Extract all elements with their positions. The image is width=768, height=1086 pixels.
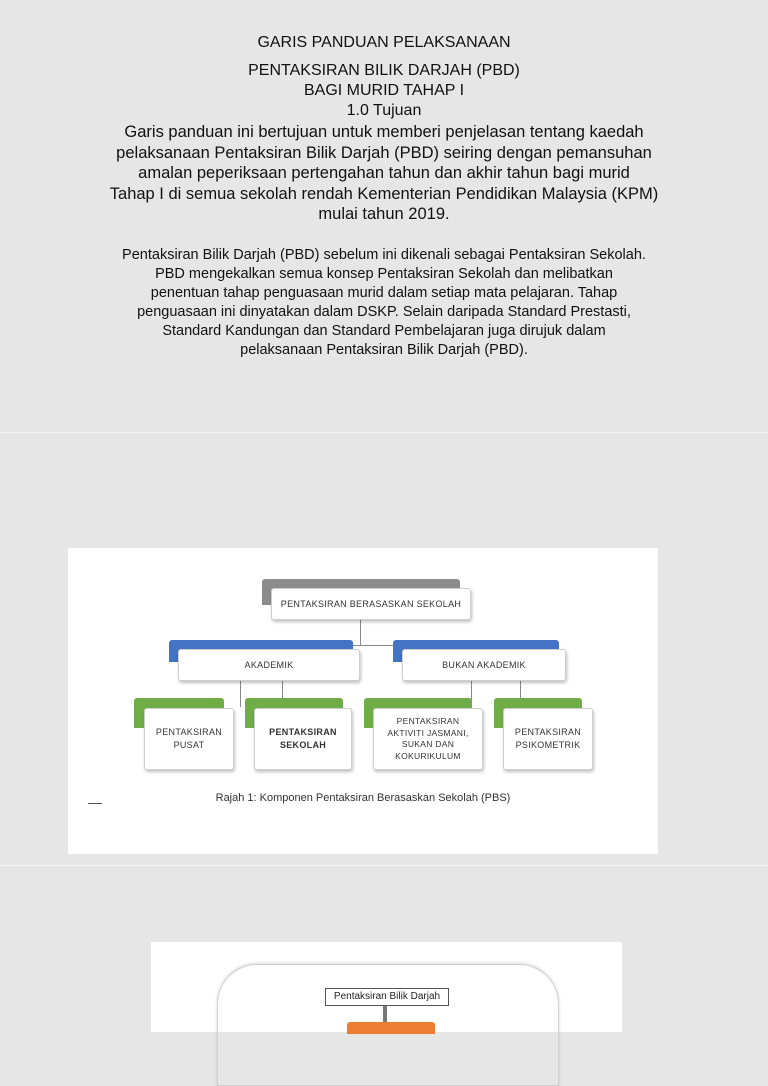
connector-line (240, 679, 241, 707)
paragraph-1-line: amalan peperiksaan pertengahan tahun dan akhir tahun bagi murid (138, 164, 630, 182)
slide-2 (0, 433, 768, 865)
section-heading: 1.0 Tujuan (346, 102, 422, 119)
leaf-label: PENTAKSIRAN AKTIVITI JASMANI, SUKAN DAN KOKURIKULUM (387, 716, 469, 761)
connector-line (383, 1006, 387, 1022)
decorative-dash (88, 803, 102, 804)
paragraph-1-line: pelaksanaan Pentaksiran Bilik Darjah (PBD) seiring dengan pemansuhan (116, 144, 652, 162)
connector-line (360, 618, 361, 646)
non-academic-box (402, 649, 566, 681)
leaf-box-sekolah (254, 708, 352, 770)
leaf-label: PENTAKSIRAN PSIKOMETRIK (514, 727, 582, 750)
leaf-box-psikometrik (503, 708, 593, 770)
root-box (271, 588, 471, 620)
diagram-caption: Rajah 1: Komponen Pentaksiran Berasaskan Sekolah (PBS) (215, 792, 511, 804)
slide-1 (0, 0, 768, 432)
paragraph-2-line: Pentaksiran Bilik Darjah (PBD) sebelum ini dikenali sebagai Pentaksiran Sekolah. (122, 247, 646, 263)
root-label: PENTAKSIRAN BERASASKAN SEKOLAH (280, 598, 462, 609)
paragraph-2-line: Standard Kandungan dan Standard Pembelajaran juga dirujuk dalam (162, 323, 606, 339)
leaf-label: PENTAKSIRAN PUSAT (155, 727, 223, 750)
academic-box (178, 649, 360, 681)
paragraph-1-line: Garis panduan ini bertujuan untuk memberi penjelasan tentang kaedah (124, 123, 644, 141)
slide-3 (0, 866, 768, 1024)
paragraph-2-line: PBD mengekalkan semua konsep Pentaksiran Sekolah dan melibatkan (155, 266, 613, 282)
title-line-3: BAGI MURID TAHAP I (303, 82, 465, 99)
paragraph-2-line: penguasaan ini dinyatakan dalam DSKP. Selain daripada Standard Prestasti, (137, 304, 631, 320)
academic-label: AKADEMIK (244, 659, 294, 670)
leaf-box-aktiviti (373, 708, 483, 770)
diagram-pbs (68, 548, 658, 854)
paragraph-2-line: penentuan tahap penguasaan murid dalam setiap mata pelajaran. Tahap (150, 285, 618, 301)
leaf-box-pusat (144, 708, 234, 770)
paragraph-1-line: mulai tahun 2019. (318, 205, 450, 223)
leaf-label: PENTAKSIRAN SEKOLAH (269, 727, 337, 750)
title-line-1: GARIS PANDUAN PELAKSANAAN (257, 34, 511, 51)
diagram-pbd (151, 942, 622, 1032)
paragraph-1-line: Tahap I di semua sekolah rendah Kementerian Pendidikan Malaysia (KPM) (109, 185, 659, 203)
non-academic-label: BUKAN AKADEMIK (442, 659, 526, 670)
title-line-2: PENTAKSIRAN BILIK DARJAH (PBD) (248, 62, 520, 79)
pbd-top-box: Pentaksiran Bilik Darjah (325, 988, 449, 1006)
paragraph-2-line: pelaksanaan Pentaksiran Bilik Darjah (PBD). (240, 342, 528, 358)
